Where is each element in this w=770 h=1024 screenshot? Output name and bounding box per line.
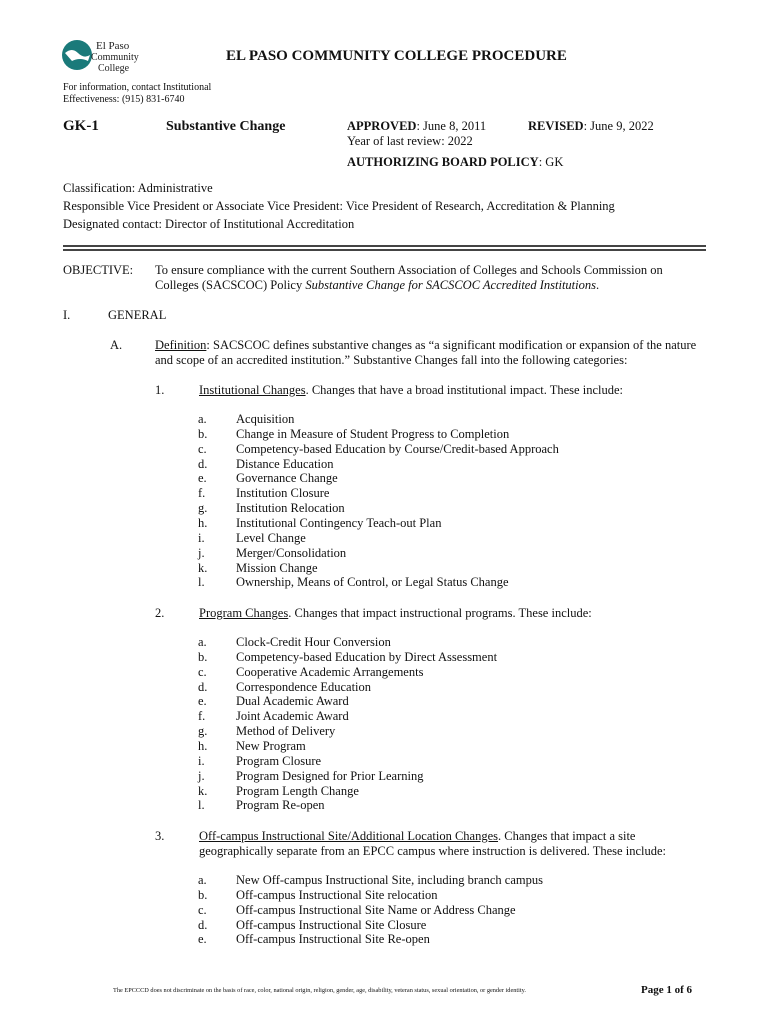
svg-text:Community: Community [91,52,139,63]
approved-date [347,119,486,134]
responsible-vp: Responsible Vice President or Associate Vice President: Vice President of Research, Accreditation & Planning [63,199,615,213]
objective-part: . [595,278,600,292]
list-letter: e. [198,471,207,486]
list-item-text: Program Length Change [236,783,359,798]
list-item-text: Dual Academic Award [236,694,349,709]
list-letter: i. [198,530,205,545]
list-item-text: Correspondence Education [236,679,372,694]
list-item-text: Off-campus Instructional Site Re-open [236,932,430,947]
category-title: Program Changes [199,606,289,620]
designated-contact: Designated contact: Director of Institutional Accreditation [63,217,355,231]
list-item-text: Off-campus Instructional Site Closure [236,917,427,932]
objective-label: OBJECTIVE: [63,263,134,277]
approved-value: : June 8, 2011 [416,119,487,133]
list-letter: k. [198,560,208,575]
divider [63,245,706,247]
list-item-text: Competency-based Education by Course/Credit-based Approach [236,441,559,456]
list-letter: c. [198,441,207,456]
list-letter: a. [198,873,207,887]
page-number: Page 1 of 6 [641,984,693,996]
list-letter: a. [198,412,207,426]
definition-term: Definition [155,338,207,352]
list-item-text: Institutional Contingency Teach-out Plan [236,515,442,530]
definition-line: : SACSCOC defines substantive changes as “a significant modification or expansion of the nature [206,338,697,352]
list-letter: i. [198,753,205,768]
last-review: Year of last review: 2022 [347,134,473,148]
list-item-text: Ownership, Means of Control, or Legal Status Change [236,575,509,590]
list-letter: f. [198,486,206,501]
list-letter: c. [198,902,207,917]
list-item-text: Competency-based Education by Direct Assessment [236,649,498,664]
objective-text: To ensure compliance with the current Southern Association of Colleges and Schools Commission on [155,263,663,277]
logo-icon [60,37,150,75]
list-letter: c. [198,664,207,679]
list-letter: k. [198,783,208,798]
definition-line-2: and scope of an accredited institution.” Substantive Changes fall into the following categories: [155,353,628,367]
board-label: AUTHORIZING BOARD POLICY [347,155,539,169]
divider [63,249,706,251]
category-number: 3. [155,829,165,843]
list-item-text: Institution Relocation [236,501,345,516]
category-heading [199,606,592,621]
list-letter: d. [198,679,208,694]
category-number: 1. [155,383,165,397]
list-letter: h. [198,515,208,530]
section-heading: GENERAL [108,308,167,322]
category-desc: . Changes that have a broad institutional impact. These include: [305,383,623,397]
list-item-text: New Program [236,738,306,753]
list-letter: f. [198,709,206,724]
subsection-number: A. [110,338,123,352]
revised-value: : June 9, 2022 [583,119,654,133]
svg-text:College: College [98,63,130,74]
list-item-text: New Off-campus Instructional Site, including branch campus [236,873,543,887]
category-title: Institutional Changes [199,383,306,397]
category-title: Off-campus Instructional Site/Additional Location Changes [199,829,499,843]
nondiscrimination-notice: The EPCCCD does not discriminate on the basis of race, color, national origin, religion, gender, age, disability, veteran status, sexual orientation, or gender identity. [113,987,526,994]
list-item-text: Clock-Credit Hour Conversion [236,635,391,649]
category-heading [199,383,623,398]
contact-info: For information, contact Institutional [63,82,212,93]
page-title: EL PASO COMMUNITY COLLEGE PROCEDURE [226,48,567,64]
policy-title: Substantive Change for SACSCOC Accredited Institutions [305,278,596,292]
list-item-text: Cooperative Academic Arrangements [236,664,424,679]
list-item-text: Program Re-open [236,798,325,813]
list-letter: e. [198,694,207,709]
list-letter: d. [198,456,208,471]
category-number: 2. [155,606,165,620]
board-policy [347,155,563,170]
approved-label: APPROVED [347,119,417,133]
category-heading [199,829,635,844]
objective-part: Colleges (SACSCOC) Policy [155,278,306,292]
board-value: : GK [538,155,564,169]
list-letter: b. [198,426,208,441]
list-letter: b. [198,649,208,664]
category-desc: . Changes that impact a site [498,829,636,843]
svg-text:El Paso: El Paso [96,40,130,52]
revised-date [528,119,654,134]
list-item-text: Level Change [236,530,306,545]
definition-text [155,338,696,353]
list-item-text: Program Designed for Prior Learning [236,768,424,783]
list-letter: d. [198,917,208,932]
list-item-text: Change in Measure of Student Progress to Completion [236,426,510,441]
category-desc-2: geographically separate from an EPCC campus where instruction is delivered. These include: [199,844,666,858]
list-letter: g. [198,501,208,516]
list-letter: g. [198,724,208,739]
list-item-text: Institution Closure [236,486,330,501]
list-item-text: Off-campus Instructional Site Name or Address Change [236,902,516,917]
category-desc: . Changes that impact instructional programs. These include: [288,606,592,620]
procedure-code: GK-1 [63,118,99,134]
list-item-text: Method of Delivery [236,724,336,739]
list-letter: j. [198,768,205,783]
list-item-text: Acquisition [236,412,295,426]
section-number: I. [63,308,71,322]
contact-phone: Effectiveness: (915) 831-6740 [63,94,185,105]
list-item-text: Governance Change [236,471,338,486]
list-item-text: Mission Change [236,560,318,575]
revised-label: REVISED [528,119,584,133]
list-letter: b. [198,887,208,902]
epcc-logo [60,37,150,79]
classification: Classification: Administrative [63,181,213,195]
list-letter: l. [198,798,205,813]
list-letter: h. [198,738,208,753]
list-letter: l. [198,575,205,590]
list-letter: a. [198,635,207,649]
list-letter: e. [198,932,207,947]
list-item-text: Off-campus Instructional Site relocation [236,887,438,902]
list-item-text: Joint Academic Award [236,709,349,724]
objective-text-2 [155,278,599,293]
list-item-text: Program Closure [236,753,322,768]
list-item-text: Merger/Consolidation [236,545,347,560]
list-item-text: Distance Education [236,456,334,471]
list-letter: j. [198,545,205,560]
procedure-name: Substantive Change [166,119,286,134]
